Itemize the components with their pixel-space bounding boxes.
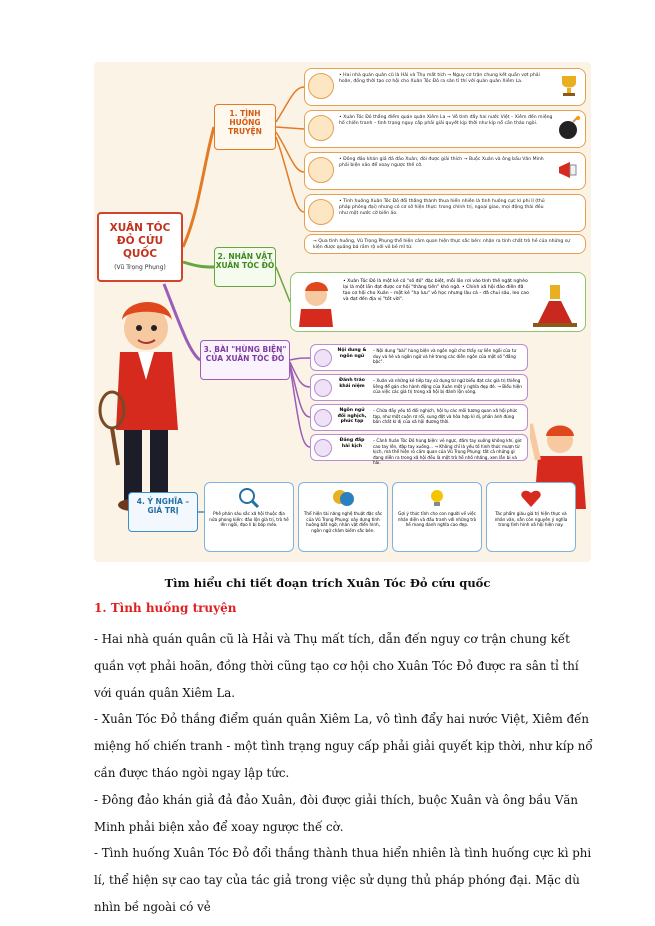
- theatre-masks-icon: [331, 487, 355, 509]
- paragraph: - Đông đảo khán giả đả đảo Xuân, đòi được giải thích, buộc Xuân và ông bầu Văn Minh phải biện xảo để xoay ngược thế cờ.: [94, 792, 579, 834]
- b1-card-2: [304, 110, 586, 148]
- b1-summary: [304, 234, 586, 254]
- b1-card-2-text: • Xuân Tóc Đỏ thắng điểm quán quân Xiêm La → Vô tình đẩy hai nước Việt – Xiêm đến miệng hố chiến tranh – tình trạng nguy cấp phải giải quyết kịp thời như kíp nổ cần tháo ngòi.: [339, 115, 553, 126]
- mindmap-image: [94, 62, 591, 562]
- b3-row-text: – Nội dung "bài" hùng biện và ngôn ngữ cho thấy sự liên ngôi của tư duy và hè và ngôn ngữ và hè trong các diễn ngôn của một số "đẳng bậc".: [373, 348, 517, 364]
- paragraph: - Tình huống Xuân Tóc Đỏ đổi thắng thành thua hiển nhiên là tình huống cực kì phi lí, thể hiện sự cao tay của tác giả trong việc sử dụng thủ pháp phóng đại. Mặc dù nhìn bề ngoài có vẻ: [94, 846, 592, 914]
- missing-players-icon: [308, 73, 334, 99]
- branch-4-label: 4. Ý NGHĨA – GIÁ TRỊ: [128, 492, 198, 532]
- b3-row-label: Đăng đấp hài kịch: [339, 438, 365, 449]
- b4-card-1: [204, 482, 294, 552]
- b2-card: [290, 272, 586, 332]
- image-caption: Tìm hiểu chi tiết đoạn trích Xuân Tóc Đỏ cứu quốc: [164, 576, 491, 590]
- b4-card-4-text: Tác phẩm giàu giá trị hiện thực và nhân văn, vẫn còn nguyên ý nghĩa trong tình hình xã hội hiện nay.: [494, 511, 568, 527]
- lightbulb-icon: [425, 487, 449, 509]
- theatre-masks-icon: [308, 199, 334, 225]
- b3-row: [310, 374, 528, 401]
- center-title-text: XUÂN TÓC ĐỎ CỨU QUỐC: [109, 222, 171, 260]
- swap-arrows-icon: [314, 379, 332, 397]
- red-carpet-stairs-icon: [529, 277, 581, 329]
- b4-card-3: [392, 482, 482, 552]
- b1-summary-text: → Qua tình huống, Vũ Trọng Phụng thể hiện cảm quan hiện thực sắc bén: nhận ra tính chất trò hề của những sự kiện được quảng bá rầm rộ với vỏ bề mĩ từ.: [313, 239, 571, 250]
- paragraph: - Xuân Tóc Đỏ thắng điểm quán quân Xiêm La, vô tình đẩy hai nước Việt, Xiêm đến miệng hố chiến tranh - một tình trạng nguy cấp phải giải quyết kịp thời, như kíp nổ cần được tháo ngòi ngay lập tức.: [94, 712, 593, 780]
- character-portrait: [295, 279, 337, 327]
- b3-row-text: – Cảnh Xuân Tóc Đỏ hùng biện: vẽ ngực, đấm tay xuống không khí, giơ cao tay lên, đập tay xuống... → Không chỉ là yếu tố hình thức mượn từ kịch, mà thể hiện rõ cảm quan của Vũ Trọng Phụng: tất cả những gì đang diễn ra trong xã hội đều là một trò hề nhố nhăng, xen lẫn bi và hài.: [373, 438, 522, 465]
- b3-row-text: – Chứa đầy yếu tố đối nghịch, hội tụ các mối tương quan xã hội phức tạp, như một cuộn rơ rối, sung đột và hòa hợp kì dị, phản ánh đúng bản chất kì dị của xã hội đương thời.: [373, 408, 518, 424]
- b1-card-3-text: • Đông đảo khán giả đả đảo Xuân, đòi được giải thích → Buộc Xuân và ông bầu Văn Minh phải biện xảo để xoay ngược thế cờ.: [339, 157, 544, 168]
- b4-card-4: [486, 482, 576, 552]
- clapping-hands-icon: [314, 439, 332, 457]
- b1-card-1: [304, 68, 586, 106]
- b1-card-1-text: • Hai nhà quán quân cũ là Hải và Thụ mất tích → Nguy cơ trận chung kết quần vợt phải hoãn, đồng thời tạo cơ hội cho Xuân Tóc Đỏ ra sân tỉ thí với quán quân Xiêm La.: [339, 73, 540, 84]
- megaphone-icon: [556, 157, 582, 183]
- branch-3-label: 3. BÀI "HÙNG BIỆN" CỦA XUÂN TÓC ĐỎ: [200, 340, 290, 380]
- mindmap-center-title: [97, 212, 183, 282]
- brain-icon: [314, 409, 332, 427]
- b1-card-3: [304, 152, 586, 190]
- flags-icon: [308, 115, 334, 141]
- b3-row-label: Đánh tráo khái niệm: [339, 378, 365, 389]
- branch-2-label: 2. NHÂN VẬT XUÂN TÓC ĐỎ: [214, 247, 276, 287]
- b3-row-label: Ngôn ngữ đối nghịch, phức tạp: [337, 408, 367, 425]
- b3-row: [310, 344, 528, 371]
- trophy-icon: [556, 73, 582, 99]
- b1-card-4-text: • Tình huống Xuân Tóc Đỏ đổi thắng thành thua hiển nhiên là tình huống cực kì phi lí (thủ pháp phóng đại) nhưng có cơ sở hiện thực: trong chính trị, ngoại giao, mọi động thái đều như một nước cờ biến ảo.: [339, 199, 545, 216]
- microphone-icon: [314, 349, 332, 367]
- b3-row: [310, 404, 528, 431]
- b3-row-text: – Xuân và những kẻ tiếp tay sử dụng từ ngữ biểu đạt các giá trị thiêng liêng để gán cho hành động của Xuân một ý nghĩa đẹp đẽ. → Biểu hiện của việc các giá trị trong xã hội bị đánh lộn sòng.: [373, 378, 522, 394]
- center-author-text: (Vũ Trọng Phụng): [114, 264, 166, 271]
- magnifier-icon: [237, 487, 261, 509]
- b2-card-text: • Xuân Tóc Đỏ là một kẻ có "số đỏ" đặc biệt, mỗi lần rơi vào tình thế ngặt nghèo lại là một lần đạt được cơ hội "thăng tiến" khó ngờ. • Chính xã hội đảo điên đã tạo cơ hội cho Xuân – một kẻ "hạ lưu" vô học nhưng lâu cá – đã chui sâu, leo cao và đạt đến địa vị "tốt vời".: [343, 279, 529, 302]
- crowd-icon: [308, 157, 334, 183]
- b4-card-2-text: Thể hiện tài năng nghệ thuật đặc sắc của Vũ Trọng Phụng: xây dựng tình huống bất ngờ, nhân vật điển hình, ngôn ngữ châm biếm sắc bén.: [303, 511, 383, 533]
- body-text: [94, 626, 594, 921]
- b3-row-label: Nội dung & ngôn ngữ: [337, 348, 367, 359]
- b1-card-4: [304, 194, 586, 232]
- b4-card-3-text: Gợi ý thức tỉnh cho con người về việc nhận diện và đấu tranh với những trò hề mang danh nghĩa cao đẹp.: [397, 511, 477, 527]
- paragraph: - Hai nhà quán quân cũ là Hải và Thụ mất tích, dẫn đến nguy cơ trận chung kết quần vợt phải hoãn, đồng thời cũng tạo cơ hội cho Xuân Tóc Đỏ được ra sân tỉ thí với quán quân Xiêm La.: [94, 632, 579, 700]
- b4-card-2: [298, 482, 388, 552]
- b3-row: [310, 434, 528, 465]
- section-heading: 1. Tình huống truyện: [94, 601, 237, 615]
- xuan-toc-do-illustration: [98, 290, 188, 525]
- branch-1-label: 1. TÌNH HUỐNG TRUYỆN: [214, 104, 276, 150]
- bomb-icon: [556, 115, 582, 141]
- heart-icon: [519, 487, 543, 509]
- b4-card-1-text: Phê phán sâu sắc xã hội thuộc địa nửa phong kiến: đảo lộn giá trị, trò hề lên ngôi, đạo lí bị bóp méo.: [209, 511, 289, 527]
